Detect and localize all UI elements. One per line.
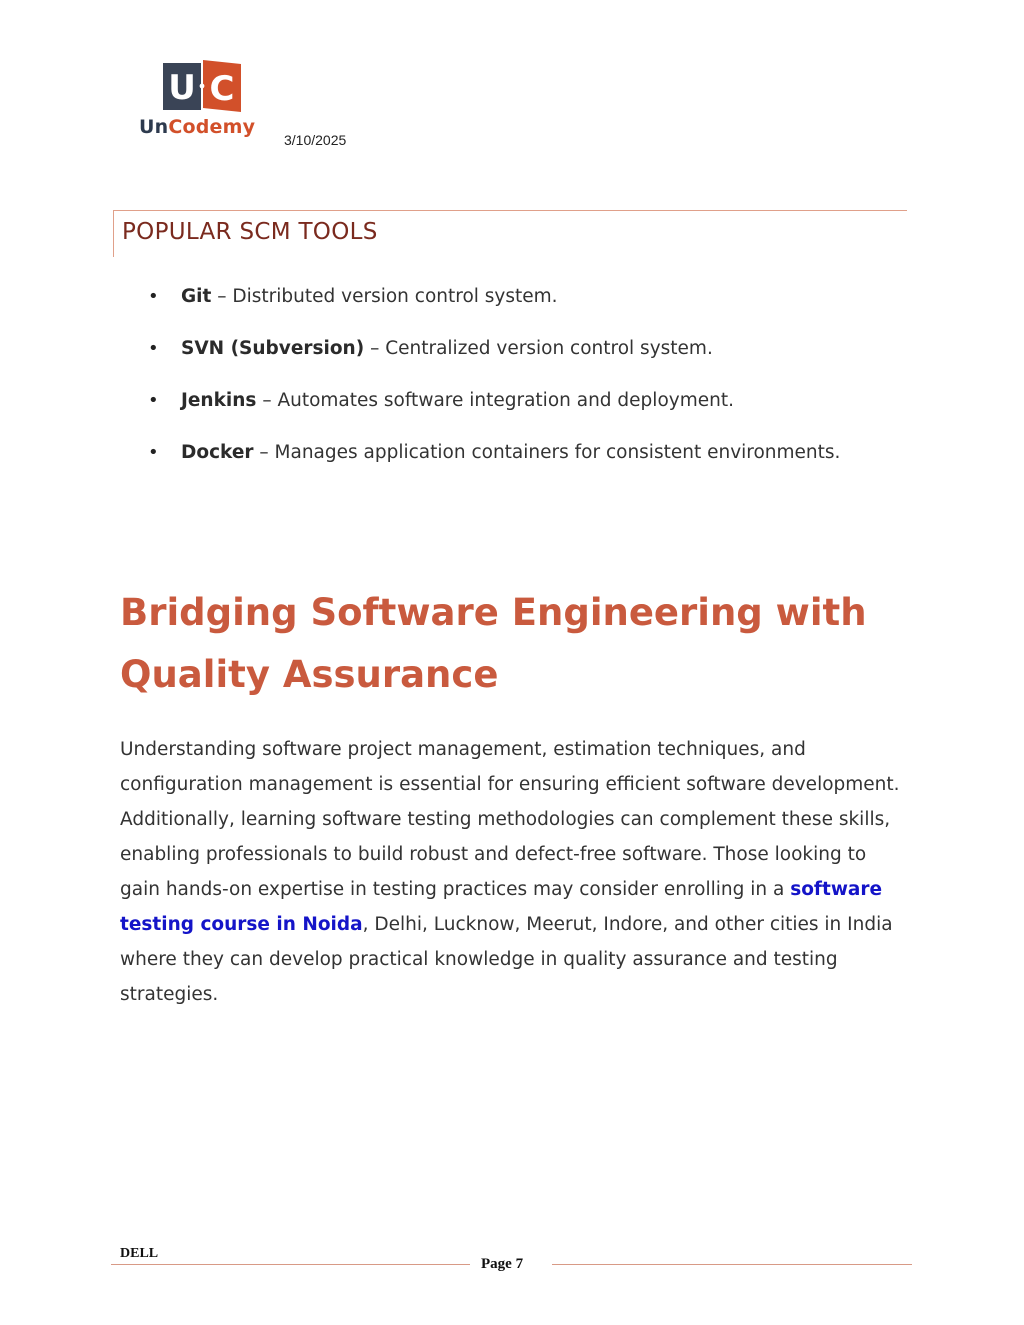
- uc-logo-mark: [163, 60, 241, 112]
- list-item: [148, 388, 840, 440]
- tool-description: – Automates software integration and deployment.: [256, 390, 734, 411]
- list-item: [148, 336, 840, 388]
- bullet-icon: •: [148, 286, 159, 307]
- tool-name: SVN (Subversion): [181, 338, 365, 359]
- uncodemy-logo: [139, 60, 265, 144]
- footer-divider-left: [111, 1264, 470, 1265]
- bullet-icon: •: [148, 390, 159, 411]
- tool-name: Git: [181, 286, 212, 307]
- tool-name: Docker: [181, 442, 254, 463]
- logo-letter-c: C: [209, 69, 235, 109]
- paragraph-text-before: Understanding software project management, estimation techniques, and configuration management is essential for ensuring efficient software development. Additionally, learning software testing methodologies can complement these skills, enabling professionals to build robust and defect-free software. Those looking to gain hands-on expertise in testing practices may consider enrolling in a: [120, 739, 900, 900]
- body-paragraph: [120, 732, 910, 1012]
- tool-description: – Distributed version control system.: [211, 286, 558, 307]
- bullet-icon: •: [148, 338, 159, 359]
- footer-page-number: Page 7: [481, 1256, 524, 1272]
- main-heading: Bridging Software Engineering with Quality Assurance: [120, 591, 867, 696]
- tool-name: Jenkins: [181, 390, 257, 411]
- header-date: 3/10/2025: [284, 132, 347, 148]
- bullet-icon: •: [148, 442, 159, 463]
- tool-description: – Manages application containers for consistent environments.: [253, 442, 841, 463]
- scm-tools-list: [148, 284, 840, 492]
- list-item: [148, 284, 840, 336]
- list-item: [148, 440, 840, 492]
- logo-wordmark-un: Un: [139, 116, 169, 138]
- footer-divider-right: [552, 1264, 912, 1265]
- footer-author: DELL: [120, 1246, 159, 1261]
- software-testing-course-link[interactable]: software testing course in Noida: [120, 879, 883, 935]
- logo-letter-u: U: [168, 68, 196, 108]
- section-title: POPULAR SCM TOOLS: [122, 219, 378, 245]
- paragraph-text-after: , Delhi, Lucknow, Meerut, Indore, and other cities in India where they can develop practical knowledge in quality assurance and testing strategies.: [120, 914, 893, 1005]
- tool-description: – Centralized version control system.: [364, 338, 713, 359]
- logo-wordmark-codemy: Codemy: [168, 116, 256, 138]
- logo-wordmark: [139, 116, 255, 138]
- section-heading-box: [113, 210, 907, 257]
